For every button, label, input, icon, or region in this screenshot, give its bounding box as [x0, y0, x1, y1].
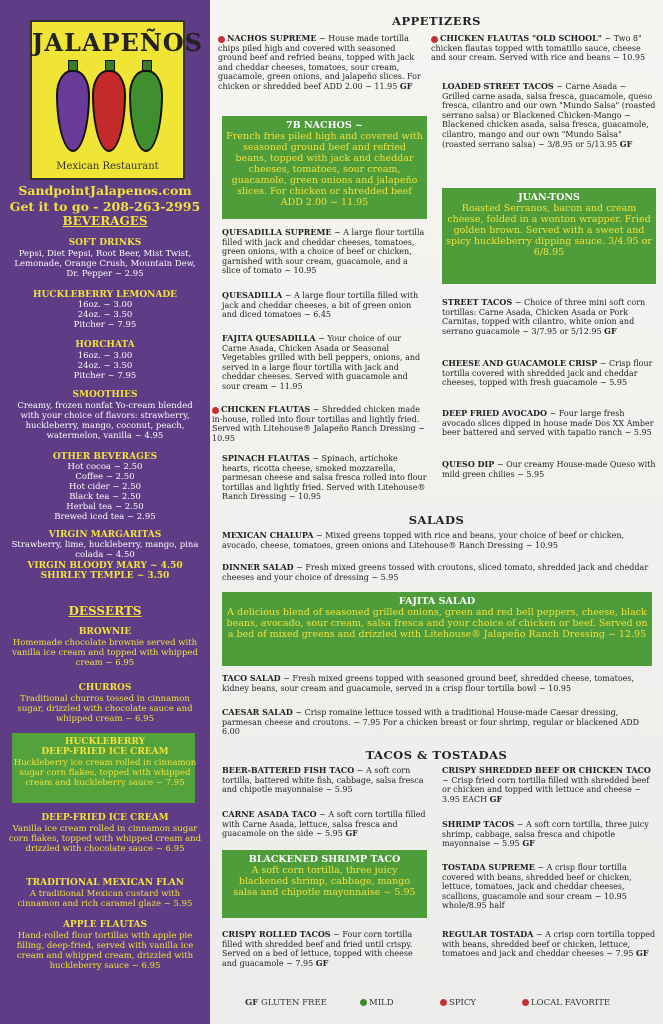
- footer-local: [522, 998, 610, 1008]
- sidebar: [0, 0, 210, 1024]
- menu-item: [442, 820, 656, 849]
- item-desc: ~ A large flour tortilla filled with jack and cheddar cheeses, a bit of green onion and diced tomatoes ~ 6.45: [222, 291, 419, 320]
- menu-item: [442, 298, 656, 336]
- spicy-label: SPICY: [449, 998, 477, 1008]
- gluten-free-badge: GF: [522, 838, 535, 849]
- menu-item: [442, 930, 656, 959]
- spicy-chili-icon: [440, 999, 447, 1006]
- deep-fried-ice-cream-title: DEEP-FRIED ICE CREAM: [41, 813, 169, 823]
- horchata-body: 16oz. ~ 3.00 24oz. ~ 3.50 Pitcher ~ 7.95: [73, 351, 137, 381]
- item-desc: A delicious blend of seasoned grilled onions, green and red bell peppers, cheese, black beans, avocado, sour cream, salsa fresca and your choice of chicken or beef. Served on a bed of mixed greens and drizzled with Litehouse® Jalapeño Ranch Dressing ~ 12.95: [226, 607, 648, 640]
- virgin-margaritas-title: VIRGIN MARGARITAS: [48, 530, 162, 540]
- local-favorite-icon: [431, 36, 438, 43]
- item-desc: ~ Shredded chicken made in-house, rolled into flour tortillas and lightly fried. Served with Litehouse® Jalapeño Ranch Dressing ~ 10.95: [212, 405, 425, 443]
- gf-key: GF: [245, 998, 259, 1008]
- item-name: REGULAR TOSTADA: [442, 929, 534, 939]
- item-name: QUESO DIP: [442, 459, 495, 469]
- item-name: CHICKEN FLAUTAS: [221, 404, 311, 414]
- item-name: QUESADILLA SUPREME: [222, 227, 332, 237]
- gluten-free-badge: GF: [489, 793, 503, 804]
- item-desc: ~ House made tortilla chips piled high and covered with seasoned ground beef and refried beans, topped with jack and cheddar cheeses, tomatoes, sour cream, guacamole, green onions, and jalapeño slices. For chicken or shredded beef ADD 2.00 ~ 11.95: [218, 34, 421, 91]
- logo: [30, 20, 203, 180]
- item-desc: ~ A soft corn tortilla, battered white fish, cabbage, salsa fresca and chipotle mayonnaise ~ 5.95: [222, 766, 424, 795]
- local-favorite-icon: [522, 999, 529, 1006]
- menu-item: [212, 405, 427, 443]
- item-desc: ~ Carne Asada ~ Grilled carne asada, salsa fresca, guacamole, queso fresca, cilantro and our own "Mundo Salsa" (roasted serrano salsa) or Blackened Chicken-Mango ~ Blackened chicken asada, salsa fresca, guacamole, cilantro, mango and our own "Mundo Salsa" (roasted serrano salsa) ~ 3/8.95 or 5/13.95: [442, 82, 656, 149]
- footer-spicy: [440, 998, 476, 1008]
- item-desc: ~ Crisp fried corn tortilla filled with shredded beef or chicken and topped with lettuce and cheese ~ 3.95 EACH: [442, 775, 650, 804]
- soft-drinks-body: Pepsi, Diet Pepsi, Root Beer, Mist Twist, Lemonade, Orange Crush, Mountain Dew, Dr. Pepper ~ 2.95: [14, 249, 196, 279]
- menu-item: [442, 82, 656, 149]
- item-name: DINNER SALAD: [222, 562, 294, 572]
- local-favorite-icon: [212, 407, 219, 414]
- menu-item: [222, 334, 427, 392]
- item-desc: ~ Four large fresh avocado slices dipped in house made Dos XX Amber beer battered and served with tapatio ranch ~ 5.95: [442, 409, 654, 438]
- menu-item: [442, 766, 656, 804]
- beverages-title: BEVERAGES: [62, 214, 148, 228]
- gluten-free-badge: GF: [315, 957, 329, 968]
- gluten-free-badge: GF: [604, 325, 617, 336]
- menu-item: [442, 460, 656, 479]
- salads-title: SALADS: [408, 513, 465, 527]
- menu-item: [222, 708, 652, 737]
- gluten-free-badge: GF: [619, 138, 633, 149]
- menu-item: [222, 810, 427, 839]
- churros-title: CHURROS: [78, 683, 132, 693]
- item-name: NACHOS SUPREME: [227, 33, 317, 43]
- brownie-title: BROWNIE: [78, 627, 132, 637]
- item-desc: ~ A crisp corn tortilla topped with beans, shredded beef or chicken, lettuce, tomatoes and jack and cheddar cheeses ~ 7.95: [442, 930, 656, 959]
- footer-gluten-free: [245, 998, 327, 1008]
- item-desc: ~ Two 8" chicken flautas topped with tomatillo sauce, cheese and sour cream. Served with rice and beans ~ 10.95: [431, 34, 646, 63]
- menu-item: [222, 563, 652, 582]
- churros-body: Traditional churros tossed in cinnamon sugar, drizzled with chocolate sauce and whipped cream ~ 6.95: [17, 694, 193, 724]
- item-desc: ~ A large flour tortilla filled with jack and cheddar cheeses, tomatoes, green onions, with a choice of beef or chicken, garnished with sour cream, guacamole, and a slice of tomato ~ 10.95: [222, 228, 425, 276]
- local-favorite-icon: [218, 36, 225, 43]
- item-name: TOSTADA SUPREME: [442, 862, 535, 872]
- lemonade-body: 16oz. ~ 3.00 24oz. ~ 3.50 Pitcher ~ 7.95: [73, 300, 137, 330]
- menu-item: [222, 531, 652, 550]
- purple-chili-icon: [56, 70, 90, 152]
- item-name: STREET TACOS: [442, 297, 513, 307]
- item-desc: ~ Our creamy House-made Queso with mild green chilies ~ 5.95: [442, 460, 656, 479]
- apple-flautas-title: APPLE FLAUTAS: [62, 920, 148, 930]
- menu-item: [442, 409, 656, 438]
- gf-label: GLUTEN FREE: [261, 998, 327, 1008]
- apple-flautas-body: Hand-rolled flour tortillas with apple pie filling, deep-fried, served with vanilla ice cream and whipped cream, drizzled with huckleberry sauce ~ 6.95: [16, 931, 194, 971]
- green-chili-icon: [129, 70, 163, 152]
- item-desc: French fries piled high and covered with seasoned ground beef and refried beans, topped with jack and cheddar cheeses, tomatoes, sour cream, guacamole, green onions and jalapeño slices. For chicken or shredded beef ADD 2.00 ~ 11.95: [226, 131, 423, 208]
- item-name: JUAN-TONS: [518, 192, 580, 203]
- bloody-mary: VIRGIN BLOODY MARY ~ 4.50: [27, 561, 183, 571]
- item-desc: ~ Crisp flour tortilla covered with shredded jack and cheddar cheeses, topped with fresh guacamole ~ 5.95: [442, 359, 653, 388]
- item-name: 7B NACHOS ~: [286, 120, 363, 131]
- item-name: FAJITA QUESADILLA: [222, 333, 316, 343]
- item-name: MEXICAN CHALUPA: [222, 530, 314, 540]
- item-desc: ~ Choice of three mini soft corn tortillas: Carne Asada, Chicken Asada or Pork Carnitas, topped with cilantro, white onion and serrano guacamole ~ 3/7.95 or 5/12.95: [442, 298, 646, 336]
- item-desc: ~ Fresh mixed greens tossed with croutons, sliced tomato, shredded jack and cheddar cheeses and your choice of dressing ~ 5.95: [222, 563, 649, 582]
- phone-line[interactable]: Get it to go - 208-263-2995: [9, 199, 201, 214]
- item-name: BLACKENED SHRIMP TACO: [248, 854, 401, 865]
- mild-chili-icon: [360, 999, 367, 1006]
- smoothies-title: SMOOTHIES: [72, 390, 138, 400]
- flan-body: A traditional Mexican custard with cinnamon and rich caramel glaze ~ 5.95: [17, 889, 193, 909]
- brownie-body: Homemade chocolate brownie served with vanilla ice cream and topped with whipped cream ~ 6.95: [12, 638, 198, 668]
- seven-nachos-box: [222, 116, 427, 219]
- item-desc: ~ Four corn tortilla filled with shredded beef and fried until crispy. Served on a bed of lettuce, topped with cheese and guacamole ~ 7.95: [222, 930, 413, 968]
- smoothies-body: Creamy, frozen nonfat Yo-cream blended with your choice of flavors: strawberry, huckleberry, mango, coconut, peach, watermelon, vanilla ~ 4.95: [17, 401, 193, 441]
- shirley-temple: SHIRLEY TEMPLE ~ 3.50: [40, 571, 170, 581]
- website-link[interactable]: SandpointJalapenos.com: [18, 183, 192, 198]
- menu-item: [222, 228, 427, 276]
- juan-tons-box: [442, 188, 656, 284]
- menu-item: [218, 34, 423, 92]
- item-name: DEEP FRIED AVOCADO: [442, 408, 547, 418]
- item-desc: ~ A crisp flour tortilla covered with beans, shredded beef or chicken, lettuce, tomatoes, jack and cheddar cheeses, scallions, guacamole and sour cream ~ 10.95 whole/8.95 half: [442, 863, 632, 911]
- other-beverages-title: OTHER BEVERAGES: [52, 452, 158, 462]
- item-name: CRISPY SHREDDED BEEF OR CHICKEN TACO: [442, 765, 651, 775]
- huckleberry-body: Huckleberry ice cream rolled in cinnamon sugar corn flakes, topped with whipped cream and huckleberry sauce ~ 7.95: [13, 758, 197, 788]
- item-desc: ~ Fresh mixed greens topped with seasoned ground beef, shredded cheese, tomatoes, kidney beans, sour cream and guacamole, served in a crisp flour tortilla bowl ~ 10.95: [222, 674, 635, 693]
- item-desc: ~ A soft corn tortilla, three juicy shrimp, cabbage, salsa fresca and chipotle mayonnaise ~ 5.95: [442, 820, 649, 849]
- item-name: CRISPY ROLLED TACOS: [222, 929, 331, 939]
- blackened-shrimp-box: [222, 850, 427, 918]
- menu-item: [222, 291, 427, 320]
- item-desc: ~ Mixed greens topped with rice and beans, your choice of beef or chicken, avocado, cheese, tomatoes, green onions and Litehouse® Ranch Dressing ~ 10.95: [222, 531, 625, 550]
- item-name: CAESAR SALAD: [222, 707, 293, 717]
- footer-mild: [360, 998, 394, 1008]
- desserts-title: DESSERTS: [68, 604, 142, 618]
- appetizers-title: APPETIZERS: [392, 14, 481, 28]
- item-name: SPINACH FLAUTAS: [222, 453, 310, 463]
- menu-item: [222, 674, 652, 693]
- item-desc: Roasted Serranos, bacon and cream cheese, folded in a wonton wrapper. Fried golden brown. Served with a sweet and spicy huckleberry dipping sauce. 3/4.95 or 6/8.95: [446, 203, 652, 258]
- other-beverages-body: Hot cocoa ~ 2.50 Coffee ~ 2.50 Hot cider ~ 2.50 Black tea ~ 2.50 Herbal tea ~ 2.50 Brewed iced tea ~ 2.95: [54, 462, 156, 522]
- menu-item: [222, 930, 427, 968]
- local-label: LOCAL FAVORITE: [531, 998, 611, 1008]
- item-desc: ~ Spinach, artichoke hearts, ricotta cheese, smoked mozzarella, parmesan cheese and salsa fresca rolled into flour tortillas and lightly fried. Served with Litehouse® Ranch Dressing ~ 10.95: [222, 454, 427, 502]
- soft-drinks-title: SOFT DRINKS: [68, 238, 142, 248]
- deep-fried-ice-cream-body: Vanilla ice cream rolled in cinnamon sugar corn flakes, topped with whipped cream and drizzled with chocolate sauce ~ 6.95: [8, 824, 202, 854]
- menu-item: [442, 359, 656, 388]
- item-name: SHRIMP TACOS: [442, 819, 515, 829]
- flan-title: TRADITIONAL MEXICAN FLAN: [25, 878, 185, 888]
- item-desc: ~ A soft corn tortilla filled with Carne Asada, lettuce, salsa fresca and guacamole on the side ~ 5.95: [222, 810, 426, 839]
- mild-label: MILD: [369, 998, 394, 1008]
- lemonade-title: HUCKLEBERRY LEMONADE: [32, 290, 178, 300]
- item-name: TACO SALAD: [222, 673, 281, 683]
- item-desc: ~ Your choice of our Carne Asada, Chicken Asada or Seasonal Vegetables grilled with bell peppers, onions, and served in a large flour tortilla with jack and cheddar cheeses. Served with guacamole and sour cream ~ 11.95: [222, 334, 421, 391]
- menu-item: [222, 454, 427, 502]
- item-name: LOADED STREET TACOS: [442, 81, 554, 91]
- tacos-title: TACOS & TOSTADAS: [365, 748, 508, 762]
- item-desc: A soft corn tortilla, three juicy blackened shrimp, cabbage, mango salsa and chipotle mayonnaise ~ 5.95: [233, 865, 416, 898]
- logo-subtitle: Mexican Restaurant: [56, 161, 159, 172]
- item-name: QUESADILLA: [222, 290, 283, 300]
- menu-item: [222, 766, 427, 795]
- logo-title: JALAPEÑOS: [32, 28, 203, 57]
- item-name: CARNE ASADA TACO: [222, 809, 317, 819]
- horchata-title: HORCHATA: [75, 340, 135, 350]
- item-name: CHICKEN FLAUTAS "OLD SCHOOL": [440, 33, 602, 43]
- item-name: FAJITA SALAD: [398, 596, 476, 607]
- huckleberry-title: HUCKLEBERRY DEEP-FRIED ICE CREAM: [41, 737, 169, 757]
- fajita-salad-box: [222, 592, 652, 666]
- red-chili-icon: [92, 70, 126, 152]
- virgin-margaritas-body: Strawberry, lime, huckleberry, mango, pina colada ~ 4.50: [11, 540, 199, 560]
- gluten-free-badge: GF: [345, 828, 358, 839]
- menu-item: [431, 34, 656, 63]
- main-menu: [210, 0, 663, 1024]
- menu-item: [442, 863, 656, 911]
- item-desc: ~ Crisp romaine lettuce tossed with a traditional House-made Caesar dressing, parmesan cheese and croutons. ~ 7.95 For a chicken breast or four shrimp, regular or blackened ADD 6.00: [222, 708, 640, 737]
- gluten-free-badge: GF: [636, 948, 649, 959]
- item-name: BEER-BATTERED FISH TACO: [222, 765, 355, 775]
- item-name: CHEESE AND GUACAMOLE CRISP: [442, 358, 598, 368]
- gluten-free-badge: GF: [399, 80, 413, 91]
